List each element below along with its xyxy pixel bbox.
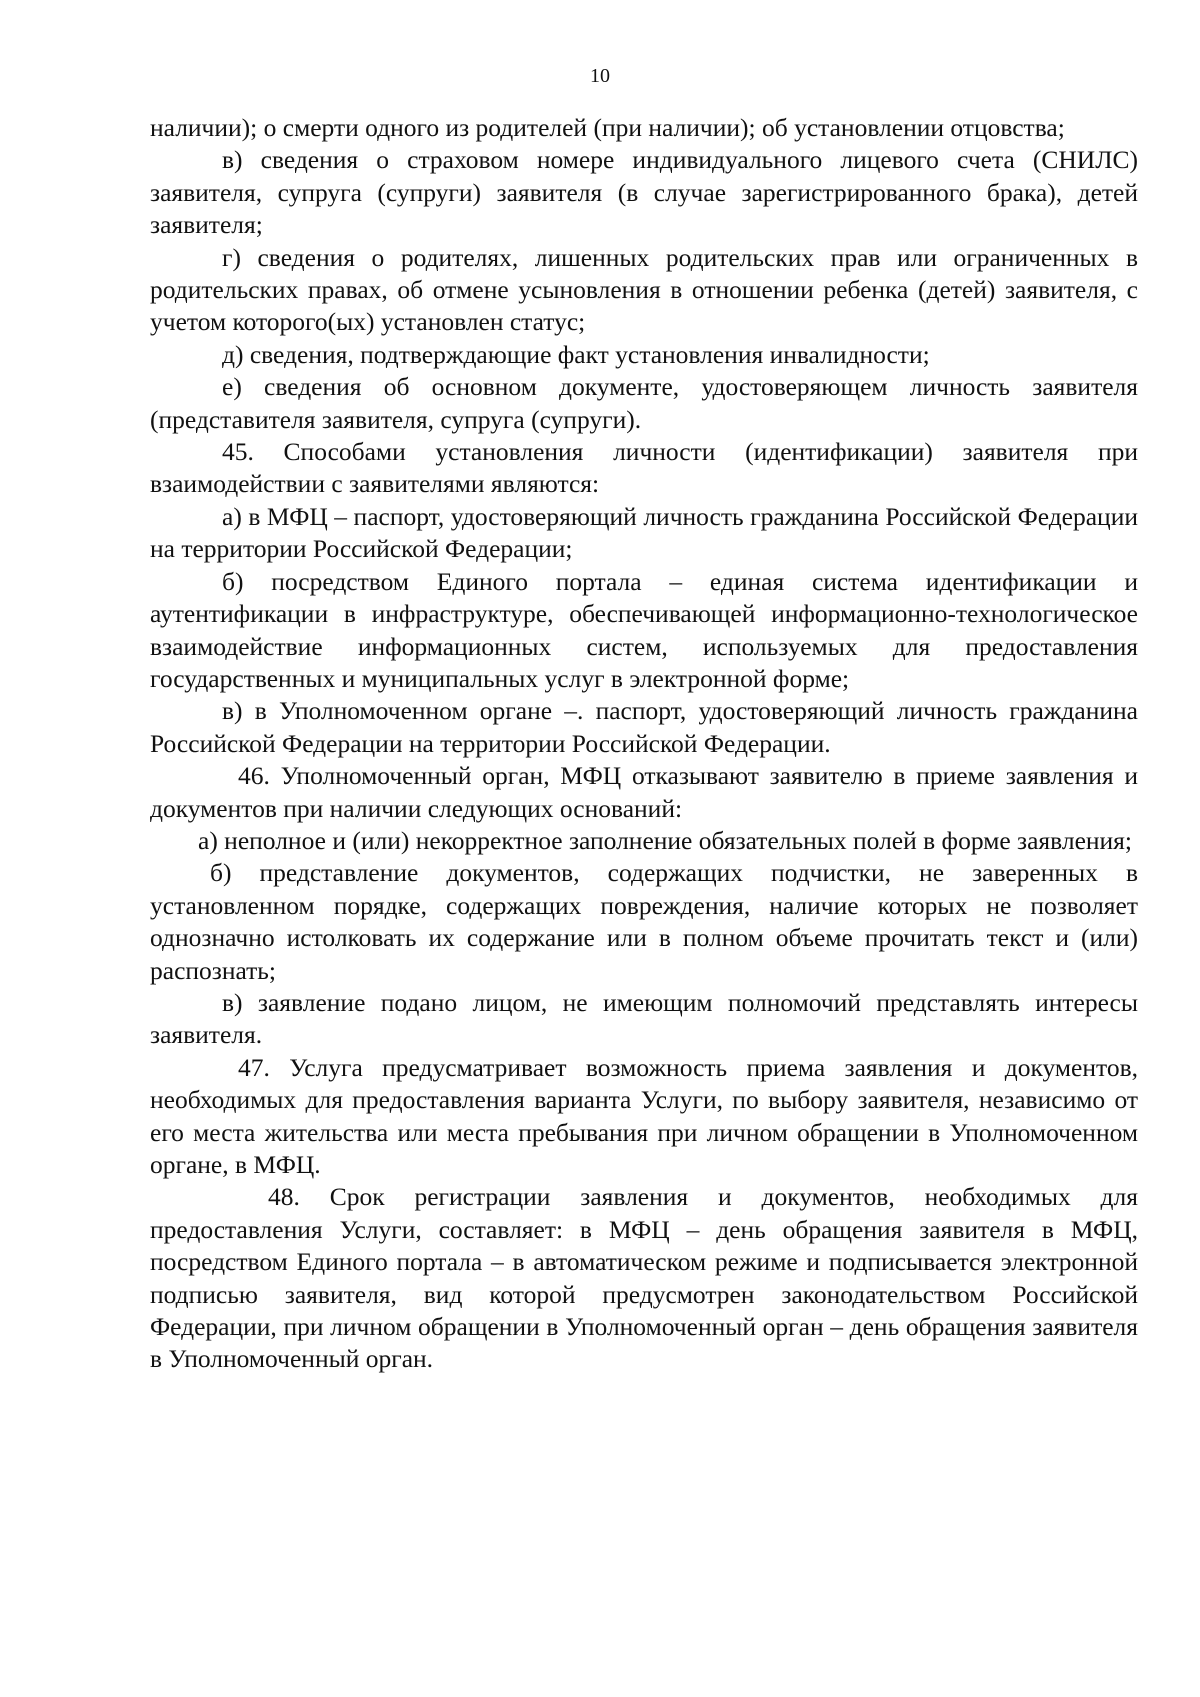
paragraph-item-g: г) сведения о родителях, лишенных родительских прав или ограниченных в родительских правах, об отмене усыновления в отношении ребенка (детей) заявителя, с учетом которого(ых) установлен статус;	[150, 242, 1138, 337]
document-body	[150, 112, 1138, 1376]
paragraph-45-b: б) посредством Единого портала – единая система идентификации и аутентификации в инфраструктуре, обеспечивающей информационно-технологическое взаимодействие информационных систем, используемых для предоставления государственных и муниципальных услуг в электронной форме;	[150, 566, 1138, 693]
paragraph-item-v: в) сведения о страховом номере индивидуального лицевого счета (СНИЛС) заявителя, супруга (супруги) заявителя (в случае зарегистрированного брака), детей заявителя;	[150, 145, 1138, 240]
paragraph-46-b: б) представление документов, содержащих подчистки, не заверенных в установленном порядке, содержащих повреждения, наличие которых не позволяет однозначно истолковать их содержание или в полном объеме прочитать текст и (или) распознать;	[150, 858, 1138, 985]
paragraph-46-v: в) заявление подано лицом, не имеющим полномочий представлять интересы заявителя.	[150, 987, 1138, 1050]
paragraph-48: 48. Срок регистрации заявления и документов, необходимых для предоставления Услуги, составляет: в МФЦ – день обращения заявителя в МФЦ, посредством Единого портала – в автоматическом режиме и подписывается электронной подписью заявителя, вид которой предусмотрен законодательством Российской Федерации, при личном обращении в Уполномоченный орган – день обращения заявителя в Уполномоченный орган.	[150, 1182, 1138, 1374]
paragraph-45-a: а) в МФЦ – паспорт, удостоверяющий личность гражданина Российской Федерации на территории Российской Федерации;	[150, 501, 1138, 564]
paragraph-45: 45. Способами установления личности (идентификации) заявителя при взаимодействии с заявителями являются:	[150, 437, 1138, 499]
paragraph-47: 47. Услуга предусматривает возможность приема заявления и документов, необходимых для предоставления варианта Услуги, по выбору заявителя, независимо от его места жительства или места пребывания при личном обращении в Уполномоченном органе, в МФЦ.	[150, 1052, 1138, 1179]
paragraph-46: 46. Уполномоченный орган, МФЦ отказывают заявителю в приеме заявления и документов при наличии следующих оснований:	[150, 761, 1138, 823]
paragraph-45-v: в) в Уполномоченном органе –. паспорт, удостоверяющий личность гражданина Российской Федерации на территории Российской Федерации.	[150, 696, 1138, 758]
page-number: 10	[590, 65, 610, 87]
paragraph-46-a: а) неполное и (или) некорректное заполнение обязательных полей в форме заявления;	[198, 825, 1132, 855]
paragraph-continuation: наличии); о смерти одного из родителей (при наличии); об установлении отцовства;	[150, 113, 1065, 142]
paragraph-item-e: е) сведения об основном документе, удостоверяющем личность заявителя (представителя заявителя, супруга (супруги).	[150, 372, 1138, 434]
paragraph-item-d: д) сведения, подтверждающие факт установления инвалидности;	[222, 339, 930, 369]
